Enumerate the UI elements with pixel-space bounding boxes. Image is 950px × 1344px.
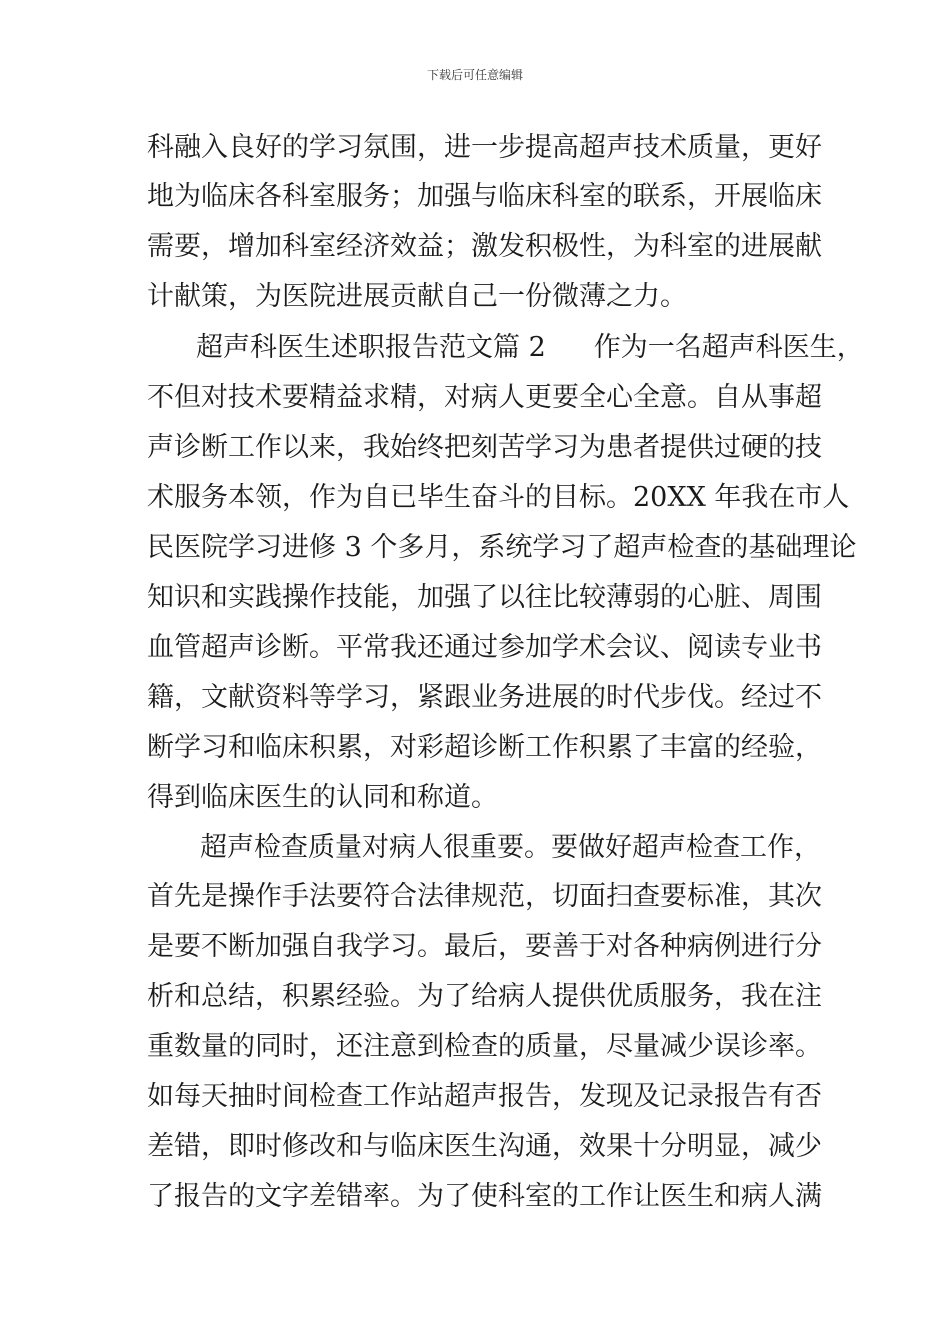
text-line: 得到临床医生的认同和称道。: [147, 782, 498, 813]
text-line: 籍，文献资料等学习，紧跟业务进展的时代步伐。经过不: [147, 682, 822, 713]
text-line: 血管超声诊断。平常我还通过参加学术会议、阅读专业书: [147, 632, 822, 663]
text-line: 科融入良好的学习氛围，进一步提高超声技术质量，更好: [147, 132, 822, 163]
text-line: 重数量的同时，还注意到检查的质量，尽量减少误诊率。: [147, 1031, 822, 1062]
text-line: 断学习和临床积累，对彩超诊断工作积累了丰富的经验，: [147, 732, 822, 763]
text-line: 民医院学习进修 3 个多月，系统学习了超声检查的基础理论: [147, 532, 857, 563]
text-line: 差错，即时修改和与临床医生沟通，效果十分明显，减少: [147, 1131, 822, 1162]
page-header: 下载后可任意编辑: [426, 68, 523, 82]
text-line: 声诊断工作以来，我始终把刻苦学习为患者提供过硬的技: [147, 432, 822, 463]
section-heading: 超声科医生述职报告范文篇 2: [196, 332, 546, 363]
text-line: 术服务本领，作为自已毕生奋斗的目标。20XX 年我在市人: [147, 482, 850, 513]
text-line: 析和总结，积累经验。为了给病人提供优质服务，我在注: [147, 981, 822, 1012]
text-line: 计献策，为医院进展贡献自己一份微薄之力。: [147, 281, 687, 312]
paragraph-start-line: 超声检查质量对病人很重要。要做好超声检查工作，: [200, 832, 821, 863]
text-segment: 作为一名超声科医生，: [593, 332, 864, 363]
text-line: 知识和实践操作技能，加强了以往比较薄弱的心脏、周围: [147, 582, 822, 613]
text-line: 首先是操作手法要符合法律规范，切面扫查要标准，其次: [147, 881, 822, 912]
text-line: 了报告的文字差错率。为了使科室的工作让医生和病人满: [147, 1181, 822, 1212]
text-line: 是要不断加强自我学习。最后，要善于对各种病例进行分: [147, 931, 822, 962]
text-line: 如每天抽时间检查工作站超声报告，发现及记录报告有否: [147, 1081, 822, 1112]
text-line: 地为临床各科室服务；加强与临床科室的联系，开展临床: [147, 181, 822, 212]
text-line: 需要，增加科室经济效益；激发积极性，为科室的进展献: [147, 231, 822, 262]
section-heading-line: [196, 328, 864, 368]
text-line: 不但对技术要精益求精，对病人更要全心全意。自从事超: [147, 382, 822, 413]
